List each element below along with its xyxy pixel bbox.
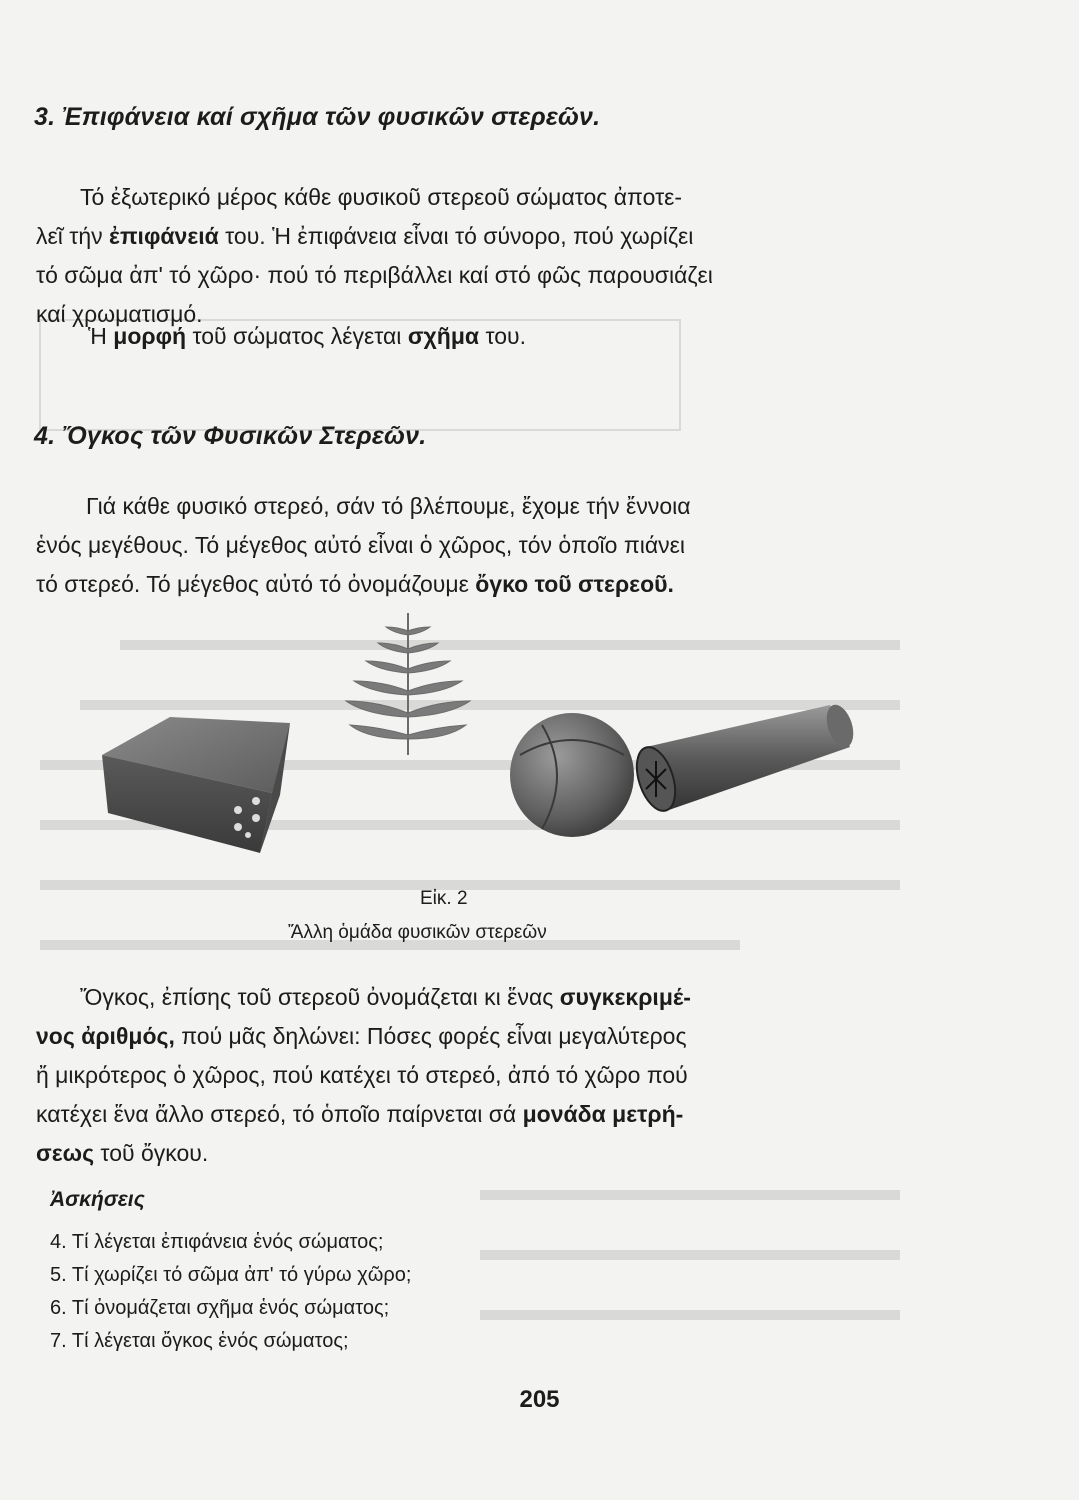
- figure-caption: Ἄλλη ὁμάδα φυσικῶν στερεῶν: [288, 922, 547, 943]
- section-3-paragraph-shape: [36, 317, 896, 356]
- text-run: λεῖ τήν: [36, 223, 110, 249]
- text-run: Ὄγκος, ἐπίσης τοῦ στερεοῦ ὀνομάζεται κι ἕνας: [80, 984, 560, 1010]
- exercise-item: 5. Τί χωρίζει τό σῶμα ἀπ' τό γύρω χῶρο;: [50, 1264, 412, 1286]
- sphere-solid-illustration: [510, 713, 634, 837]
- figure-label: Εἰκ. 2: [420, 888, 468, 909]
- text-run: τό στερεό. Τό μέγεθος αὐτό τό ὀνομάζουμε: [36, 571, 476, 597]
- exercise-item: 6. Τί ὀνομάζεται σχῆμα ἑνός σώματος;: [50, 1297, 390, 1319]
- text-run: πού μᾶς δηλώνει: Πόσες φορές εἶναι μεγαλύτερος: [174, 1023, 687, 1049]
- text-line: ἤ μικρότερος ὁ χῶρος, πού κατέχει τό στερεό, ἀπό τό χῶρο πού: [36, 1062, 688, 1088]
- section-4-paragraph-number: [36, 978, 906, 1173]
- exercise-item: 4. Τί λέγεται ἐπιφάνεια ἑνός σώματος;: [50, 1231, 384, 1253]
- section-4-heading: 4. Ὄγκος τῶν Φυσικῶν Στερεῶν.: [34, 422, 427, 450]
- section-3-paragraph-surface: [36, 178, 896, 334]
- figure-natural-solids: [90, 605, 870, 895]
- exercises-list: [50, 1226, 411, 1358]
- text-line: καί χρωματισμό.: [36, 301, 203, 327]
- term-number: νος ἀριθμός,: [36, 1023, 175, 1049]
- term-specific: συγκεκριμέ-: [559, 984, 691, 1010]
- exercise-item: 7. Τί λέγεται ὄγκος ἑνός σώματος;: [50, 1330, 349, 1352]
- cylinder-solid-illustration: [630, 701, 859, 815]
- text-run: του.: [479, 323, 526, 349]
- text-run: τοῦ σώματος λέγεται: [186, 323, 408, 349]
- term-volume: ὄγκο τοῦ στερεοῦ.: [475, 571, 674, 597]
- text-line: τό σῶμα ἀπ' τό χῶρο· πού τό περιβάλλει καί στό φῶς παρουσιάζει: [36, 262, 713, 288]
- term-surface: ἐπιφάνειά: [109, 223, 219, 249]
- text-line: Γιά κάθε φυσικό στερεό, σάν τό βλέπουμε, ἔχομε τήν ἔννοια: [86, 493, 691, 519]
- text-run: του. Ἡ ἐπιφάνεια εἶναι τό σύνορο, πού χωρίζει: [218, 223, 694, 249]
- text-run: κατέχει ἕνα ἄλλο στερεό, τό ὁποῖο παίρνεται σά: [36, 1101, 523, 1127]
- text-run: Ἡ: [88, 323, 114, 349]
- fern-leaf-illustration: [346, 613, 470, 755]
- exercises-title: Ἀσκήσεις: [50, 1188, 145, 1211]
- text-run: τοῦ ὄγκου.: [94, 1140, 209, 1166]
- box-solid-illustration: [102, 717, 290, 853]
- section-4-paragraph-volume: [36, 487, 896, 604]
- term-unit: μονάδα μετρή-: [522, 1101, 684, 1127]
- text-line: ἑνός μεγέθους. Τό μέγεθος αὐτό εἶναι ὁ χῶρος, τόν ὁποῖο πιάνει: [36, 532, 685, 558]
- term-measurement: σεως: [36, 1140, 95, 1166]
- page-number: 205: [519, 1386, 560, 1413]
- text-line: Τό ἐξωτερικό μέρος κάθε φυσικοῦ στερεοῦ σώματος ἀποτε-: [80, 184, 683, 210]
- term-shape: σχῆμα: [407, 323, 480, 349]
- section-3-heading: 3. Ἐπιφάνεια καί σχῆμα τῶν φυσικῶν στερεῶν.: [34, 103, 601, 131]
- term-form: μορφή: [113, 323, 187, 349]
